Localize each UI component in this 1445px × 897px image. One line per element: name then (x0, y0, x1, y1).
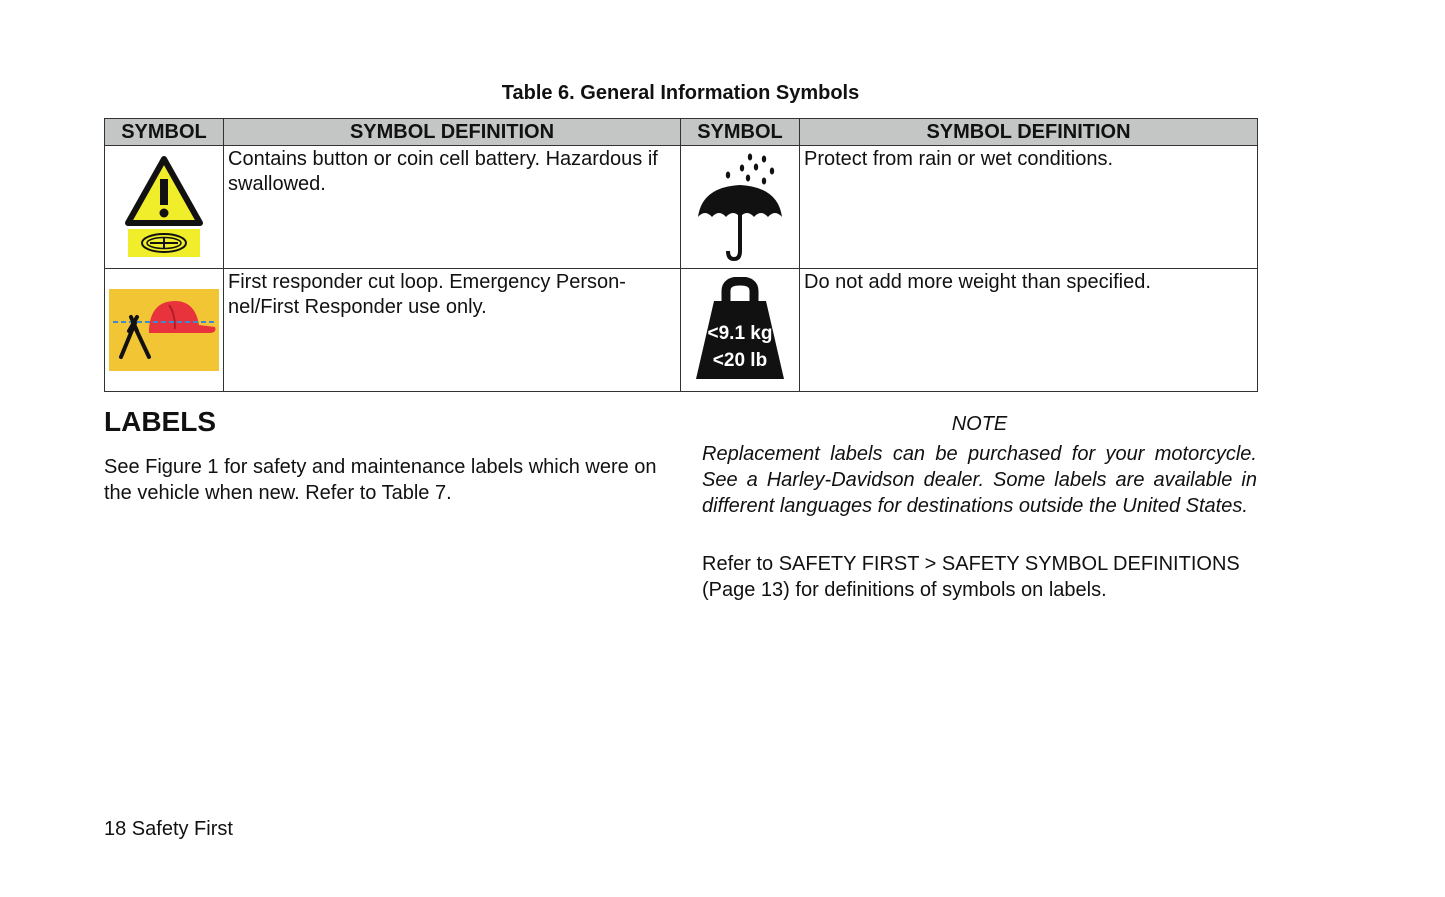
labels-paragraph: See Figure 1 for safety and maintenance labels which were on the vehicle when new. Refer to Table 7. (104, 456, 657, 504)
symbol-definition: Do not add more weight than specified. (800, 269, 1258, 392)
symbol-cell (681, 146, 800, 269)
header-symbol-definition: SYMBOL DEFINITION (800, 119, 1258, 146)
table-caption: Table 6. General Information Symbols (501, 82, 860, 104)
header-symbol: SYMBOL (681, 119, 800, 146)
symbol-cell (105, 269, 224, 392)
umbrella-rain-icon (692, 151, 788, 263)
symbol-definition: Protect from rain or wet conditions. (800, 146, 1258, 269)
table-row (105, 269, 1258, 392)
symbol-definition: Contains button or coin cell battery. Hazardous if swallowed. (224, 146, 681, 269)
battery-hazard-icon (124, 155, 204, 259)
symbol-definition: First responder cut loop. Emergency Person-nel/First Responder use only. (224, 269, 681, 392)
weight-limit-icon (692, 277, 788, 383)
symbol-cell (105, 146, 224, 269)
header-symbol-definition: SYMBOL DEFINITION (224, 119, 681, 146)
table-header-row (105, 119, 1258, 146)
note-paragraph: Replacement labels can be purchased for your motorcycle. See a Harley-Davidson dealer. Some labels are available in different languages for destinations outside the United States. (702, 443, 1257, 517)
symbols-table (104, 118, 1258, 392)
weight-kg-label: <9.1 kg (707, 323, 773, 344)
symbol-cell (681, 269, 800, 392)
header-symbol: SYMBOL (105, 119, 224, 146)
table-row (105, 146, 1258, 269)
labels-heading: LABELS (104, 406, 216, 437)
page-footer: 18 Safety First (104, 818, 233, 840)
note-heading: NOTE (951, 413, 1008, 435)
refer-paragraph: Refer to SAFETY FIRST > SAFETY SYMBOL DEFINITIONS (Page 13) for definitions of symbols on labels. (702, 553, 1240, 601)
cut-loop-icon (109, 289, 219, 371)
weight-lb-label: <20 lb (712, 350, 768, 371)
